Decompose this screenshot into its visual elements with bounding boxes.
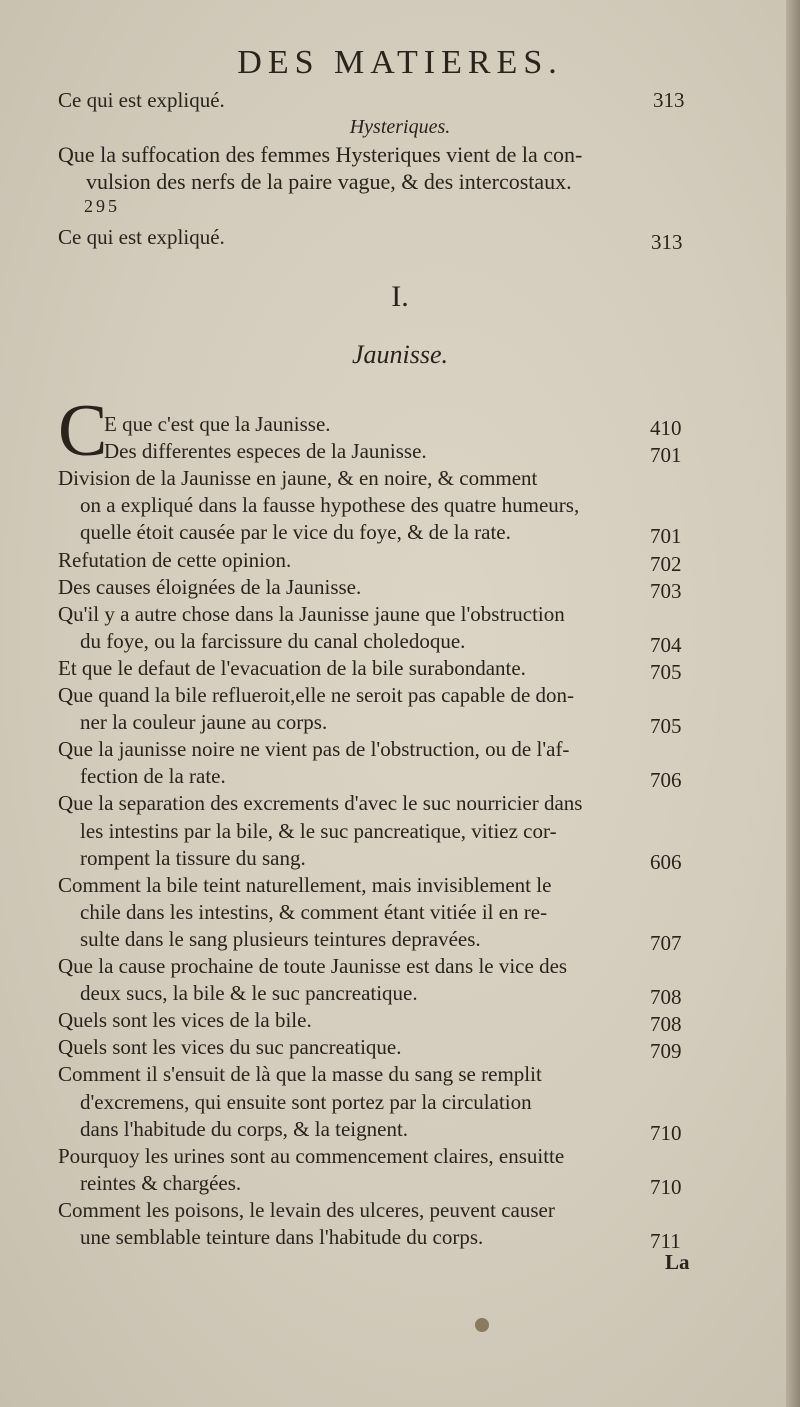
entry-line: Comment la bile teint naturellement, mais invisiblement le — [58, 872, 552, 897]
entry-line: Que quand la bile reflueroit,elle ne seroit pas capable de don- — [58, 683, 575, 707]
entry-line: Des differentes especes de la Jaunisse. — [104, 439, 427, 464]
page-number: 702 — [650, 551, 682, 576]
entry-line: Que la separation des excrements d'avec le suc nourricier dans — [58, 791, 583, 816]
drop-cap: C — [58, 390, 108, 472]
section-title: Jaunisse. — [351, 340, 449, 369]
entry-line: Que la cause prochaine de toute Jaunisse est dans le vice des — [58, 954, 568, 978]
page-number: 410 — [650, 416, 682, 440]
entry-line: rompent la tissure du sang. — [80, 845, 306, 870]
entry-line: Division de la Jaunisse en jaune, & en noire, & comment — [58, 466, 538, 491]
entry-text: Ce qui est expliqué. — [58, 225, 225, 249]
entry-text: Ce qui est expliqué. — [58, 88, 225, 112]
entry-line: Comment il s'ensuit de là que la masse du sang se remplit — [58, 1062, 542, 1087]
page-number: 710 — [650, 1120, 682, 1145]
entry-line: sulte dans le sang plusieurs teintures depravées. — [80, 926, 481, 951]
page-number: 701 — [650, 524, 682, 549]
entry-line: du foye, ou la farcissure du canal choledoque. — [80, 628, 466, 653]
entry-line: Et que le defaut de l'evacuation de la bile surabondante. — [58, 655, 526, 680]
entry-line: E que c'est que la Jaunisse. — [104, 412, 331, 436]
entry-line: une semblable teinture dans l'habitude du corps. — [80, 1225, 484, 1249]
page-number: 313 — [653, 88, 685, 112]
running-title: DES MATIERES. — [237, 44, 563, 81]
page-number: 708 — [650, 1012, 682, 1037]
ink-blot — [475, 1318, 489, 1332]
entry-text: Que la suffocation des femmes Hysteriques vient de la con- — [58, 142, 583, 167]
entry-line: Qu'il y a autre chose dans la Jaunisse jaune que l'obstruction — [58, 601, 565, 626]
entry-line: quelle étoit causée par le vice du foye, & de la rate. — [80, 520, 511, 545]
page-edge-shadow — [786, 0, 800, 1407]
page-number: 711 — [650, 1229, 681, 1253]
page-number: 705 — [650, 714, 682, 739]
page-number: 313 — [651, 230, 683, 254]
entry-line: dans l'habitude du corps, & la teignent. — [80, 1116, 409, 1141]
page-number: 706 — [650, 768, 682, 793]
page-number: 707 — [650, 930, 682, 955]
entry-line: Que la jaunisse noire ne vient pas de l'obstruction, ou de l'af- — [58, 737, 570, 762]
page-number: 606 — [650, 849, 682, 874]
page-number: 708 — [650, 985, 682, 1010]
page-number: 705 — [650, 659, 682, 684]
entry-line: Comment les poisons, le levain des ulceres, peuvent causer — [58, 1197, 555, 1222]
entry-line: fection de la rate. — [80, 764, 226, 789]
entry-line: on a expliqué dans la fausse hypothese des quatre humeurs, — [80, 493, 580, 518]
entry-text: vulsion des nerfs de la paire vague, & des intercostaux. — [86, 169, 572, 194]
entry-line: Des causes éloignées de la Jaunisse. — [58, 574, 362, 599]
entry-line: Quels sont les vices de la bile. — [58, 1008, 312, 1033]
entry-line: les intestins par la bile, & le suc pancreatique, vitiez cor- — [80, 818, 557, 843]
subheading: Hysteriques. — [349, 116, 451, 138]
catchword: La — [665, 1250, 690, 1274]
entry-line: chile dans les intestins, & comment étant vitiée il en re- — [80, 899, 548, 924]
page-number: 710 — [650, 1174, 682, 1199]
entry-line: ner la couleur jaune au corps. — [80, 710, 328, 735]
page-number: 701 — [650, 443, 682, 468]
page-number: 704 — [650, 632, 682, 657]
entry-line: reintes & chargées. — [80, 1170, 242, 1195]
entry-line: d'excremens, qui ensuite sont portez par la circulation — [80, 1089, 532, 1114]
section-letter: I. — [391, 280, 409, 313]
entry-line: deux sucs, la bile & le suc pancreatique. — [80, 981, 418, 1006]
entry-line: Pourquoy les urines sont au commencement claires, ensuitte — [58, 1143, 565, 1168]
page-number: 709 — [650, 1039, 682, 1064]
page-number: 295 — [84, 196, 120, 216]
entry-line: Refutation de cette opinion. — [58, 547, 292, 572]
page-number: 703 — [650, 578, 682, 603]
entry-line: Quels sont les vices du suc pancreatique. — [58, 1035, 402, 1060]
